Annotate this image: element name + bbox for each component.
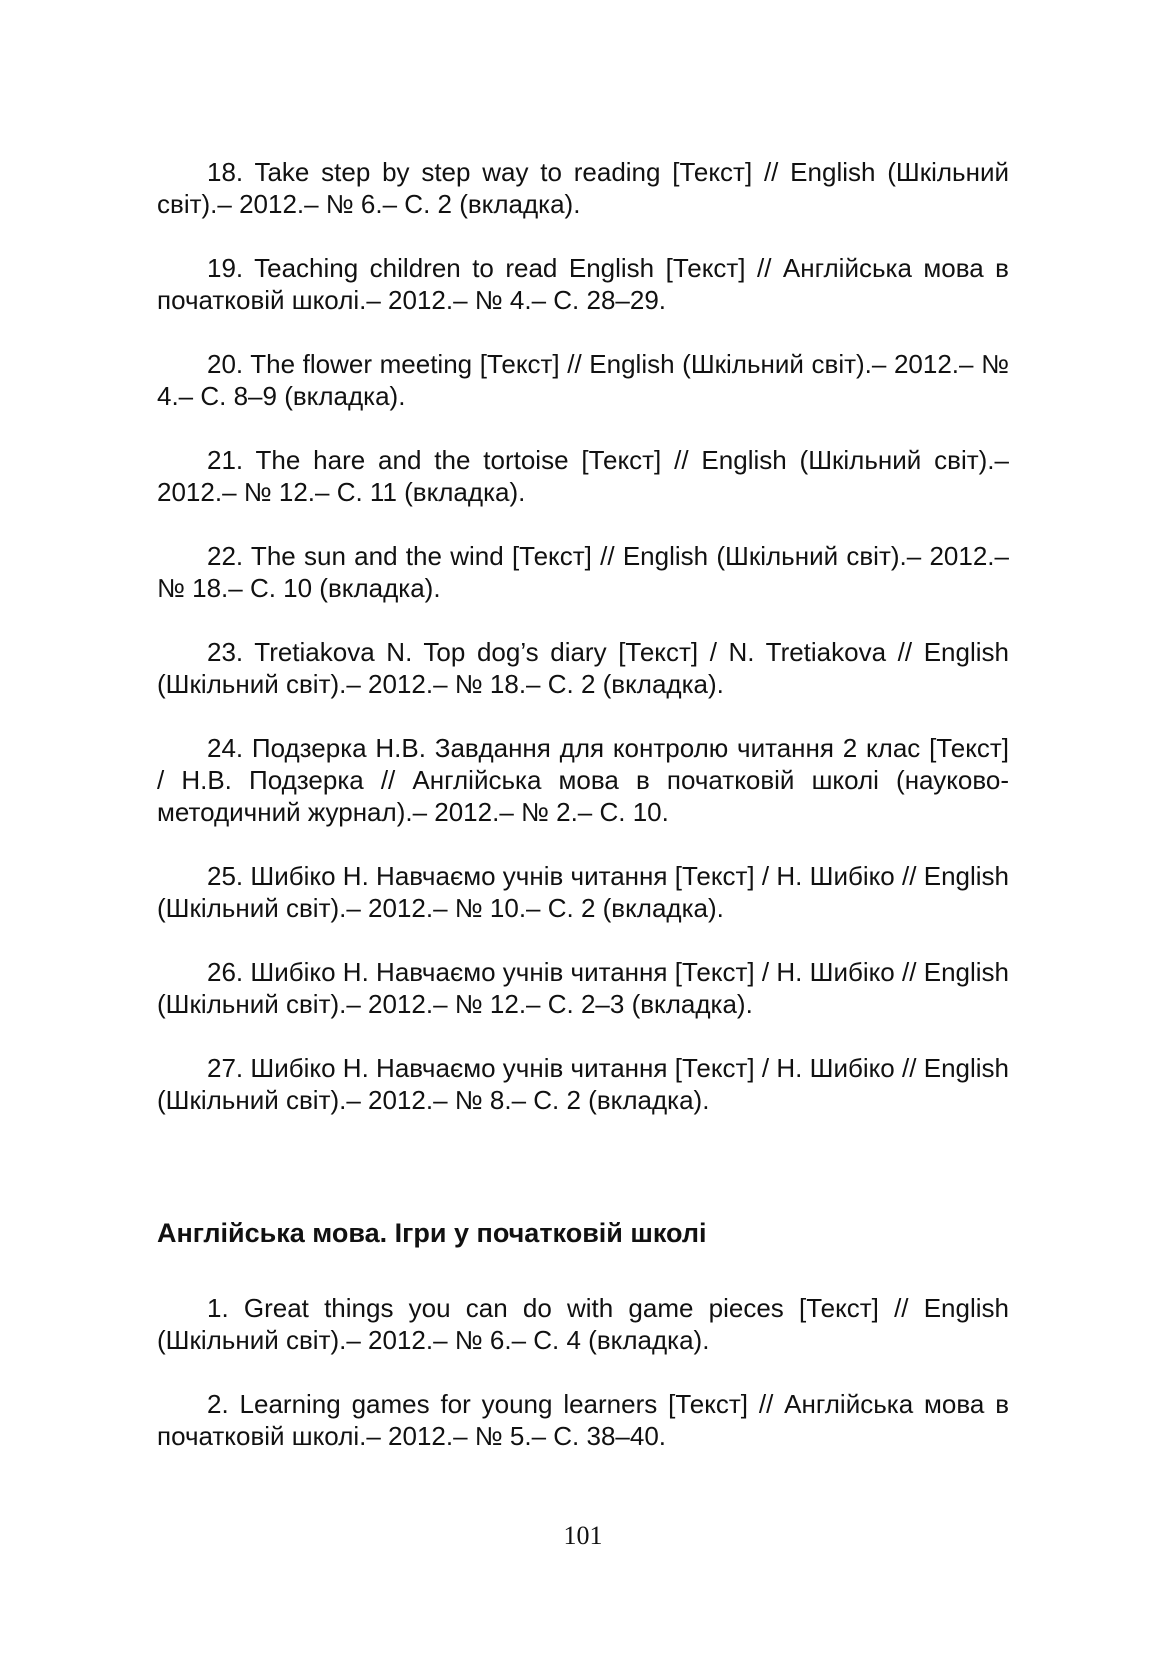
bibliography-entry-22: 22. The sun and the wind [Текст] // English (Шкільний світ).– 2012.– № 18.– С. 10 (вкладка). — [157, 541, 1009, 603]
bibliography-entry-18: 18. Take step by step way to reading [Текст] // English (Шкільний світ).– 2012.– № 6.– С. 2 (вкладка). — [157, 157, 1009, 219]
bibliography-entry-21: 21. The hare and the tortoise [Текст] // English (Шкільний світ).– 2012.– № 12.– С. 11 (вкладка). — [157, 445, 1009, 507]
bibliography-entry-24: 24. Подзерка Н.В. Завдання для контролю читання 2 клас [Текст] / Н.В. Подзерка // Англійська мова в початковій школі (науково-методичний журнал).– 2012.– № 2.– С. 10. — [157, 733, 1009, 827]
bibliography-entry-27: 27. Шибіко Н. Навчаємо учнів читання [Текст] / Н. Шибіко // English (Шкільний світ).– 2012.– № 8.– С. 2 (вкладка). — [157, 1053, 1009, 1115]
games-entry-2: 2. Learning games for young learners [Текст] // Англійська мова в початковій школі.– 2012.– № 5.– С. 38–40. — [157, 1389, 1009, 1451]
section-heading: Англійська мова. Ігри у початковій школі — [157, 1218, 707, 1248]
games-entry-1: 1. Great things you can do with game pieces [Текст] // English (Шкільний світ).– 2012.– № 6.– С. 4 (вкладка). — [157, 1293, 1009, 1355]
page-number: 101 — [563, 1521, 603, 1550]
bibliography-entry-25: 25. Шибіко Н. Навчаємо учнів читання [Текст] / Н. Шибіко // English (Шкільний світ).– 2012.– № 10.– С. 2 (вкладка). — [157, 861, 1009, 923]
bibliography-entry-20: 20. The flower meeting [Текст] // English (Шкільний світ).– 2012.– № 4.– С. 8–9 (вкладка). — [157, 349, 1009, 411]
bibliography-entry-26: 26. Шибіко Н. Навчаємо учнів читання [Текст] / Н. Шибіко // English (Шкільний світ).– 2012.– № 12.– С. 2–3 (вкладка). — [157, 957, 1009, 1019]
bibliography-entry-23: 23. Tretiakova N. Top dog’s diary [Текст] / N. Tretiakova // English (Шкільний світ).– 2012.– № 18.– С. 2 (вкладка). — [157, 637, 1009, 699]
bibliography-entry-19: 19. Teaching children to read English [Текст] // Англійська мова в початковій школі.– 2012.– № 4.– С. 28–29. — [157, 253, 1009, 315]
